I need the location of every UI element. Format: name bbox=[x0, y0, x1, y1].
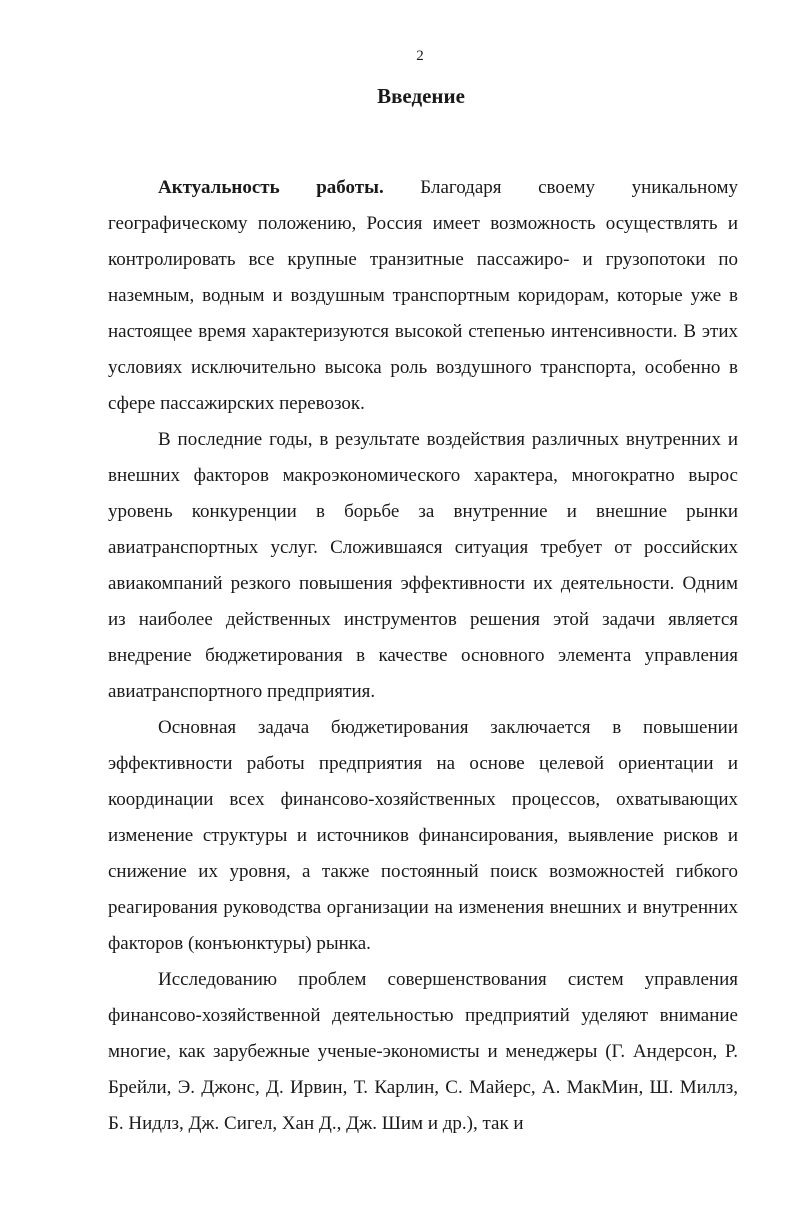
paragraph-research: Исследованию проблем совершенствования систем управления финансово-хозяйственной деятельностью предприятий уделяют внимание многие, как зарубежные ученые-экономисты и менеджеры (Г. Андерсон, Р. Брейли, Э. Джонс, Д. Ирвин, Т. Карлин, С. Майерс, А. МакМин, Ш. Миллз, Б. Нидлз, Дж. Сигел, Хан Д., Дж. Шим и др.), так и bbox=[108, 969, 738, 1134]
paragraph-competition: В последние годы, в результате воздействия различных внутренних и внешних факторов макроэкономического характера, многократно вырос уровень конкуренции в борьбе за внутренние и внешние рынки авиатранспортных услуг. Сложившаяся ситуация требует от российских авиакомпаний резкого повышения эффективности их деятельности. Одним из наиболее действенных инструментов решения этой задачи является внедрение бюджетирования в качестве основного элемента управления авиатранспортного предприятия. bbox=[108, 429, 738, 702]
paragraph-lead: Актуальность работы. bbox=[158, 177, 384, 198]
paragraph-budgeting-task: Основная задача бюджетирования заключается в повышении эффективности работы предприятия на основе целевой ориентации и координации всех финансово-хозяйственных процессов, охватывающих изменение структуры и источников финансирования, выявление рисков и снижение их уровня, а также постоянный поиск возможностей гибкого реагирования руководства организации на изменения внешних и внутренних факторов (конъюнктуры) рынка. bbox=[108, 717, 738, 954]
paragraph-text: Благодаря своему уникальному географическому положению, Россия имеет возможность осуществлять и контролировать все крупные транзитные пассажиро- и грузопотоки по наземным, водным и воздушным транспортным коридорам, которые уже в настоящее время характеризуются высокой степенью интенсивности. В этих условиях исключительно высока роль воздушного транспорта, особенно в сфере пассажирских перевозок. bbox=[108, 177, 738, 414]
body-text bbox=[108, 170, 738, 1142]
page-number: 2 bbox=[416, 48, 424, 64]
page-title: Введение bbox=[377, 84, 465, 108]
paragraph-relevance bbox=[108, 170, 738, 422]
